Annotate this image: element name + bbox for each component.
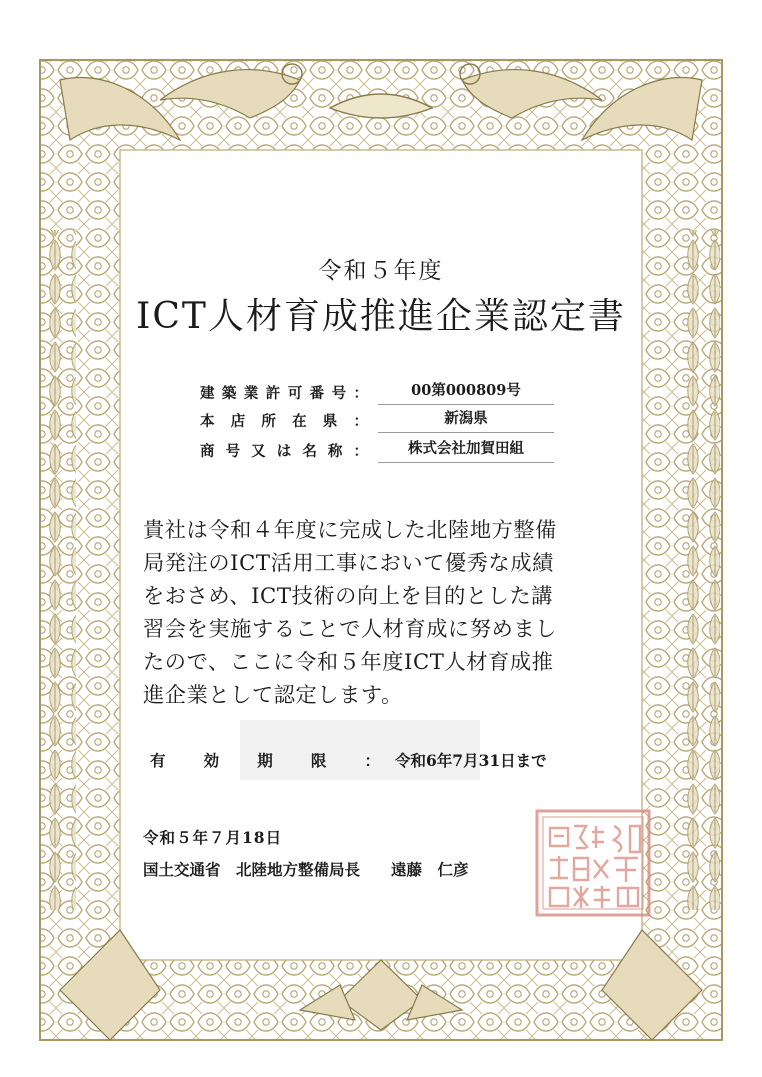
info-value: 新潟県 [378, 408, 554, 433]
issuer-name: 国土交通省 北陸地方整備局長 遠藤 仁彦 [143, 860, 469, 879]
validity-label: 有効期限： [150, 751, 380, 770]
info-label: 商号又は名称： [200, 443, 368, 460]
official-seal-stamp [534, 808, 652, 918]
body-line: 進企業として認定します。 [143, 682, 403, 707]
body-line: たので、ここに令和５年度ICT人材育成推 [143, 649, 554, 674]
info-value: 00第000809号 [378, 380, 554, 405]
info-row-prefecture [200, 406, 560, 434]
year-heading: 令和５年度 [318, 258, 444, 284]
issue-date: 令和５年７月18日 [143, 828, 283, 847]
body-line: 貴社は令和４年度に完成した北陸地方整備 [143, 517, 557, 542]
certificate-title: ICT人材育成推進企業認定書 [136, 296, 626, 337]
validity-value: 令和6年7月31日まで [395, 751, 547, 770]
body-line: 習会を実施することで人材育成に努めまし [143, 616, 557, 641]
info-label: 本店所在県： [200, 413, 368, 430]
body-line: 局発注のICT活用工事において優秀な成績 [143, 550, 554, 575]
info-label: 建築業許可番号： [200, 385, 368, 402]
info-value: 株式会社加賀田組 [378, 438, 554, 463]
info-row-license [200, 378, 560, 406]
body-line: をおさめ、ICT技術の向上を目的とした講 [143, 583, 554, 608]
info-row-company [200, 436, 560, 464]
validity-row [150, 746, 610, 772]
